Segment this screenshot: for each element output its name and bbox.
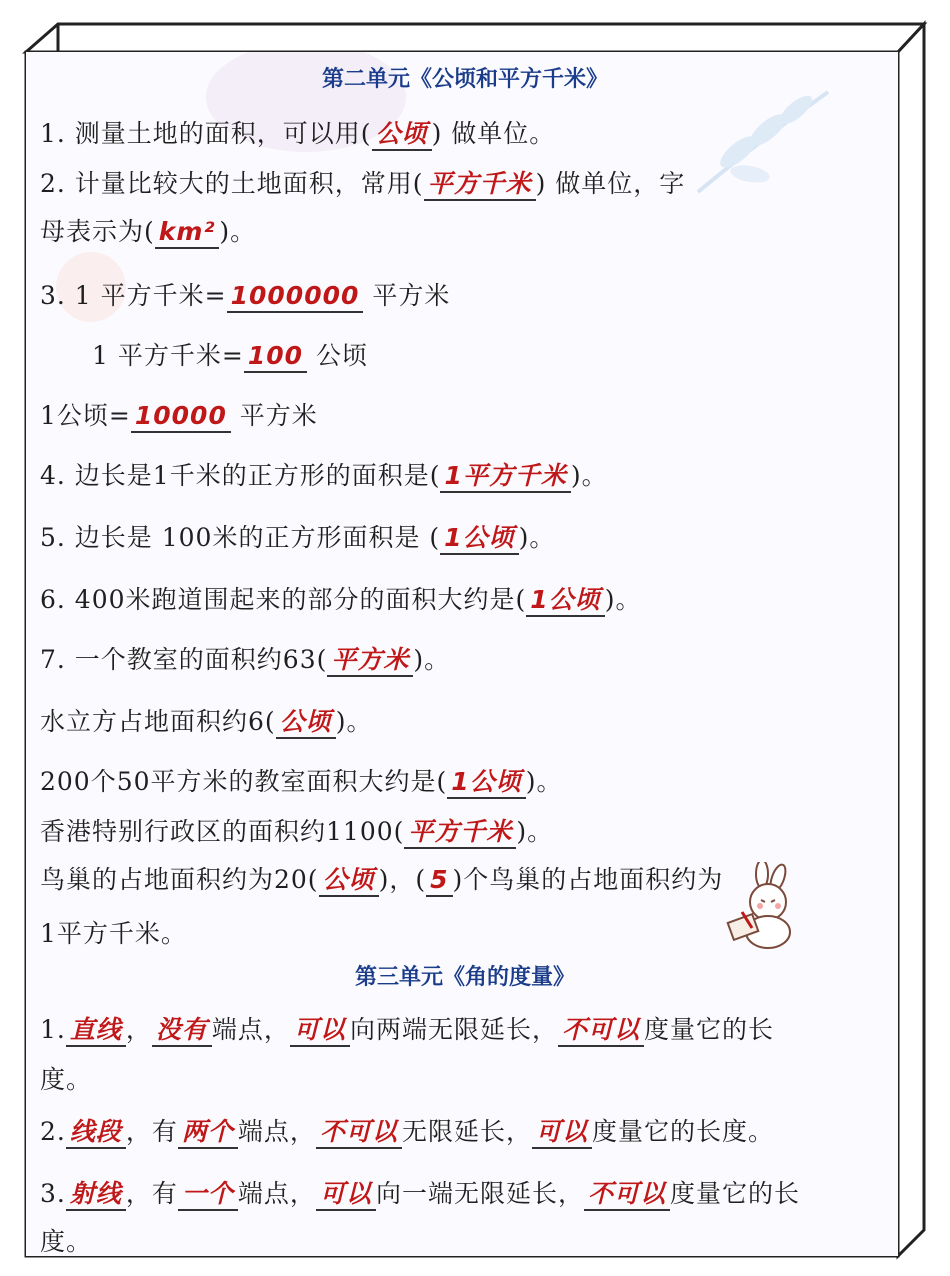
- answer: 1000000: [227, 282, 364, 313]
- item-3: 3. 1 平方千米= 1000000 平方米: [40, 276, 450, 313]
- answer: 不可以: [558, 1016, 644, 1047]
- answer: 可以: [316, 1180, 376, 1211]
- answer: 线段: [66, 1118, 126, 1149]
- answer: 5: [426, 866, 452, 897]
- item-5: 5. 边长是 100米的正方形面积是 ( 1公顷 )。: [40, 518, 555, 555]
- answer: 10000: [131, 402, 231, 433]
- angle-item-3-cont: 度。: [40, 1227, 93, 1256]
- item-4: 4. 边长是1千米的正方形的面积是( 1平方千米 )。: [40, 456, 608, 493]
- item-11-cont: 1平方千米。: [40, 919, 187, 948]
- item-6: 6. 400米跑道围起来的部分的面积大约是( 1公顷 )。: [40, 580, 641, 617]
- item-9: 200个50平方米的教室面积大约是( 1公顷 )。: [40, 762, 562, 799]
- item-11: 鸟巢的占地面积约为20( 公顷 )，( 5 )个鸟巢的占地面积约为: [40, 860, 723, 897]
- answer: 1公顷: [440, 524, 518, 555]
- item-2-cont: 母表示为( km² )。: [40, 212, 256, 249]
- content: [40, 52, 890, 1256]
- answer: 公顷: [372, 120, 432, 151]
- angle-item-1: 1. 直线 ， 没有 端点， 可以 向两端无限延长， 不可以 度量它的长: [40, 1010, 774, 1047]
- answer: 一个: [178, 1180, 238, 1211]
- answer: 公顷: [276, 708, 336, 739]
- rabbit-illustration-icon: [712, 862, 802, 952]
- answer: 平方米: [327, 646, 413, 677]
- unit2-title: 第二单元《公顷和平方千米》: [321, 67, 608, 92]
- answer: 公顷: [319, 866, 379, 897]
- answer: 没有: [152, 1016, 212, 1047]
- answer: 1公顷: [447, 768, 525, 799]
- answer: 可以: [532, 1118, 592, 1149]
- document-page: [26, 52, 898, 1256]
- item-3-sub2: 1公顷= 10000 平方米: [40, 396, 318, 433]
- item-7: 7. 一个教室的面积约63( 平方米 )。: [40, 640, 450, 677]
- answer: km²: [155, 218, 220, 249]
- answer: 不可以: [584, 1180, 670, 1211]
- item-2: 2. 计量比较大的土地面积，常用( 平方千米 ) 做单位，字: [40, 164, 685, 201]
- answer: 两个: [178, 1118, 238, 1149]
- item-3-sub: 1 平方千米= 100 公顷: [92, 336, 368, 373]
- angle-item-1-cont: 度。: [40, 1065, 93, 1094]
- answer: 平方千米: [424, 170, 536, 201]
- answer: 不可以: [316, 1118, 402, 1149]
- answer: 100: [244, 342, 307, 373]
- item-8: 水立方占地面积约6( 公顷 )。: [40, 702, 372, 739]
- angle-item-3: 3. 射线 ，有 一个 端点， 可以 向一端无限延长， 不可以 度量它的长: [40, 1174, 800, 1211]
- answer: 1平方千米: [440, 462, 570, 493]
- angle-item-2: 2. 线段 ，有 两个 端点， 不可以 无限延长， 可以 度量它的长度。: [40, 1112, 774, 1149]
- answer: 射线: [66, 1180, 126, 1211]
- answer: 平方千米: [404, 818, 516, 849]
- answer: 1公顷: [526, 586, 604, 617]
- unit3-title: 第三单元《角的度量》: [354, 965, 575, 990]
- item-1: 1. 测量土地的面积，可以用( 公顷 ) 做单位。: [40, 114, 555, 151]
- answer: 可以: [290, 1016, 350, 1047]
- item-10: 香港特别行政区的面积约1100( 平方千米 )。: [40, 812, 553, 849]
- answer: 直线: [66, 1016, 126, 1047]
